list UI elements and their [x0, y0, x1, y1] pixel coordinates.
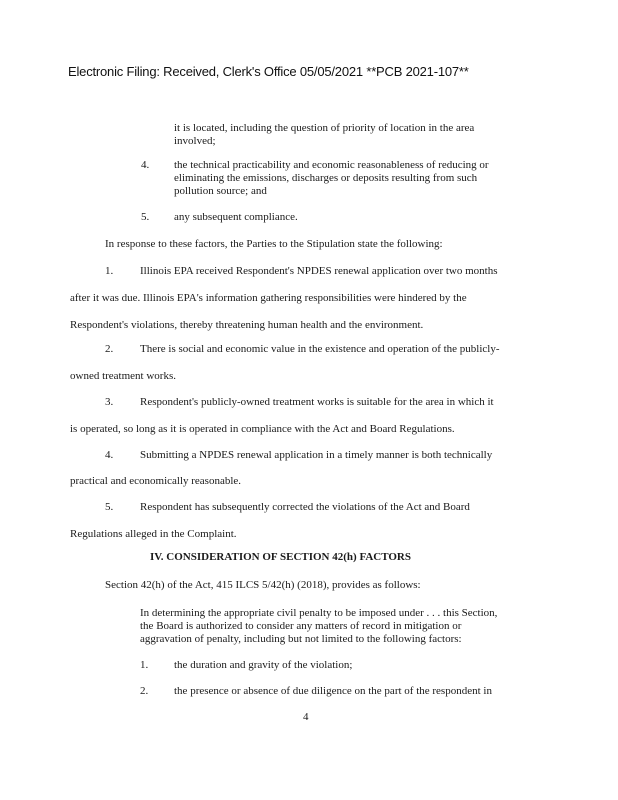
factor5-text: any subsequent compliance.	[174, 211, 298, 223]
response-1-line2: after it was due. Illinois EPA's information gathering responsibilities were hindered by the	[70, 292, 467, 304]
response-2-line1: There is social and economic value in the existence and operation of the publicly-	[140, 343, 500, 355]
response-2-line2: owned treatment works.	[70, 370, 176, 382]
filing-stamp-header: Electronic Filing: Received, Clerk's Office 05/05/2021 **PCB 2021-107**	[68, 64, 469, 79]
response-5-line1: Respondent has subsequently corrected the violations of the Act and Board	[140, 501, 470, 513]
response-4-line2: practical and economically reasonable.	[70, 475, 242, 487]
page-number: 4	[303, 711, 309, 723]
response-5-line2: Regulations alleged in the Complaint.	[70, 528, 237, 540]
response-2-number: 2.	[105, 343, 114, 355]
section-42h-intro: Section 42(h) of the Act, 415 ILCS 5/42(h) (2018), provides as follows:	[105, 579, 421, 591]
response-1-line3: Respondent's violations, thereby threatening human health and the environment.	[70, 319, 424, 331]
response-intro: In response to these factors, the Parties to the Stipulation state the following:	[105, 238, 443, 250]
response-3-number: 3.	[105, 396, 114, 408]
factor4-line1: the technical practicability and economic reasonableness of reducing or	[174, 159, 489, 171]
quote-line2: the Board is authorized to consider any matters of record in mitigation or	[140, 620, 462, 632]
response-5-number: 5.	[105, 501, 114, 513]
quote-line1: In determining the appropriate civil penalty to be imposed under . . . this Section,	[140, 607, 498, 619]
response-3-line2: is operated, so long as it is operated in compliance with the Act and Board Regulations.	[70, 423, 455, 435]
section-iv-heading: IV. CONSIDERATION OF SECTION 42(h) FACTORS	[150, 551, 411, 563]
factor4-line2: eliminating the emissions, discharges or deposits resulting from such	[174, 172, 478, 184]
factor5-number: 5.	[141, 211, 150, 223]
response-4-line1: Submitting a NPDES renewal application in a timely manner is both technically	[140, 449, 493, 461]
factor3-tail-line1: it is located, including the question of priority of location in the area	[174, 122, 475, 134]
factor4-number: 4.	[141, 159, 150, 171]
quote-item-1-text: the duration and gravity of the violation;	[174, 659, 353, 671]
quote-item-2-text: the presence or absence of due diligence on the part of the respondent in	[174, 685, 492, 697]
response-3-line1: Respondent's publicly-owned treatment works is suitable for the area in which it	[140, 396, 494, 408]
factor3-tail-line2: involved;	[174, 135, 216, 147]
quote-line3: aggravation of penalty, including but not limited to the following factors:	[140, 633, 462, 645]
response-4-number: 4.	[105, 449, 114, 461]
quote-item-2-number: 2.	[140, 685, 149, 697]
quote-item-1-number: 1.	[140, 659, 149, 671]
response-1-line1: Illinois EPA received Respondent's NPDES renewal application over two months	[140, 265, 498, 277]
response-1-number: 1.	[105, 265, 114, 277]
factor4-line3: pollution source; and	[174, 185, 267, 197]
